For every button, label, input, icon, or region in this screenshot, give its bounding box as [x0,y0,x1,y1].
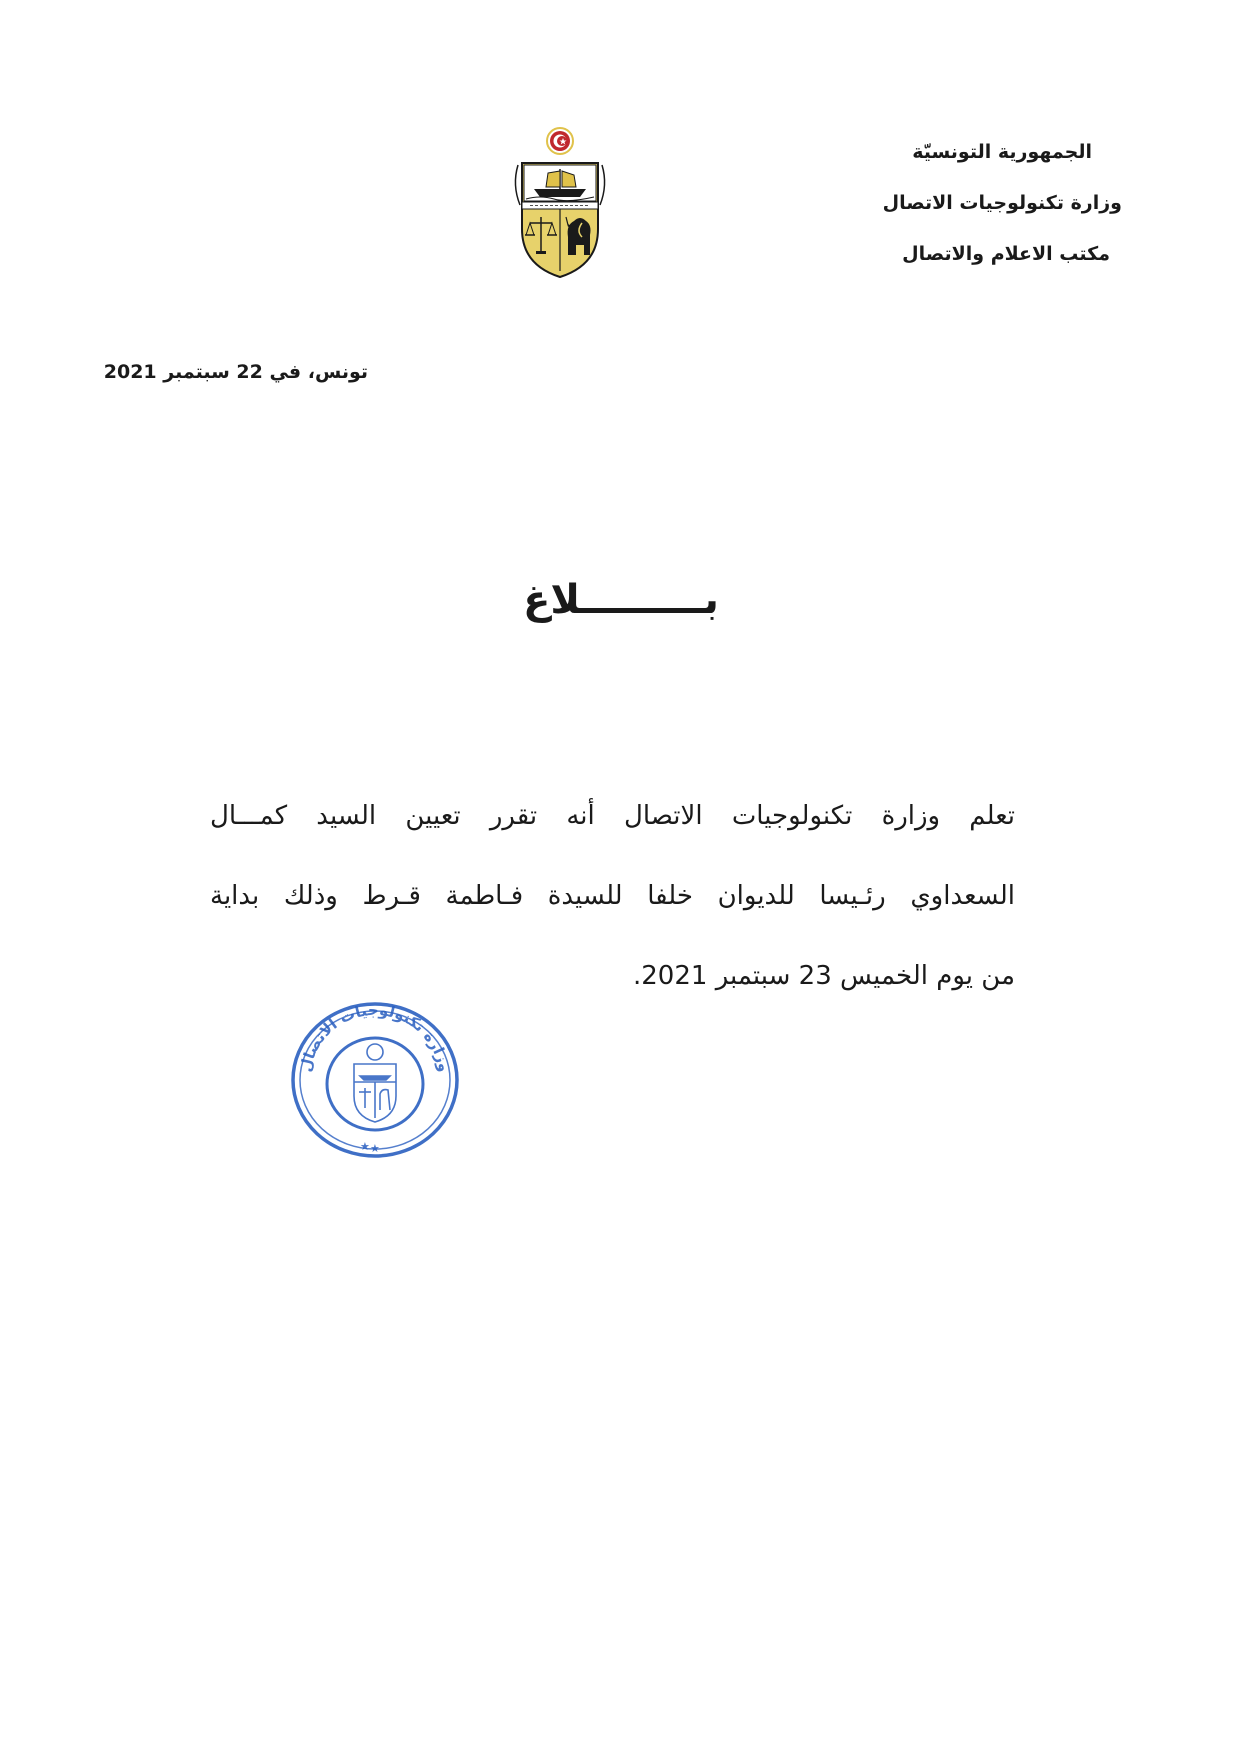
svg-text:★: ★ [370,1142,380,1155]
document-title: بـــــــــلاغ [523,577,719,623]
coat-of-arms-icon [510,125,610,285]
header-office: مكتب الاعلام والاتصال [902,243,1110,265]
body-line-2: السعداوي رئـيسا للديوان خلفا للسيدة فـاطمة قـرط وذلك بداية [210,881,1015,911]
letterhead [762,140,1122,293]
svg-text:★: ★ [360,1140,370,1153]
body-line-3: من يوم الخميس 23 سبتمبر 2021. [633,961,1015,991]
header-republic: الجمهورية التونسيّة [912,141,1092,163]
header-ministry: وزارة تكنولوجيات الاتصال [882,192,1122,214]
stamp-ring-text: وزارة تكنولوجيات الاتصال [296,1000,454,1074]
issue-date: تونس، في 22 سبتمبر 2021 [103,361,368,383]
body-line-1: تعلم وزارة تكنولوجيات الاتصال أنه تقرر تعيين السيد كمـــال [210,801,1015,831]
official-stamp-icon [282,990,468,1160]
